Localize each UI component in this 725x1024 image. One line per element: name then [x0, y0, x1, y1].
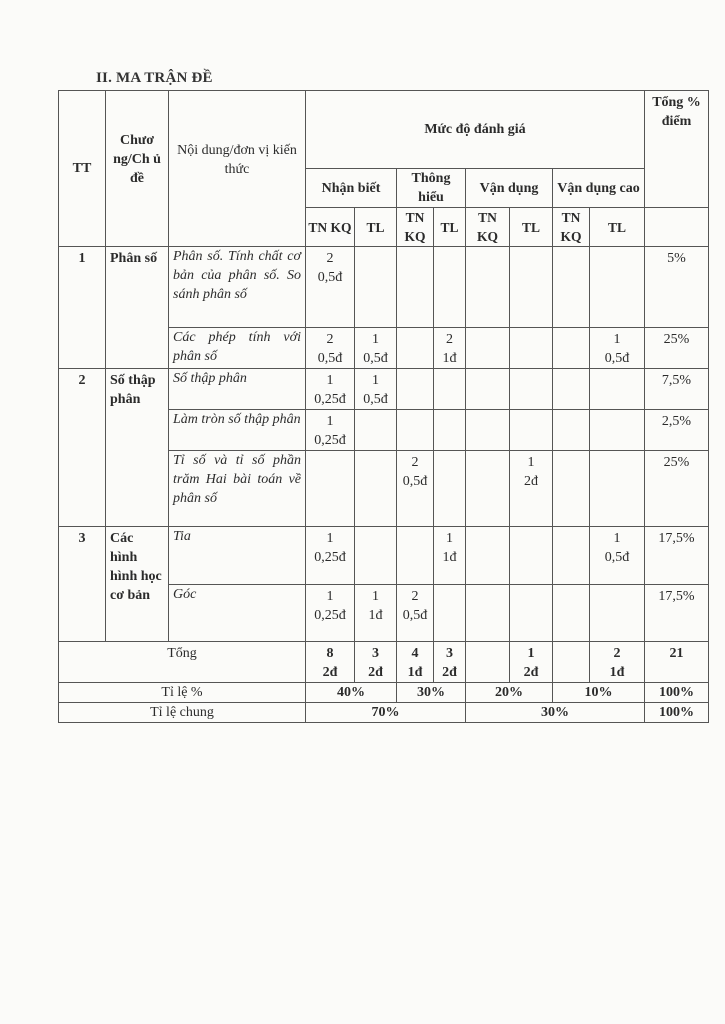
- question-count: 1: [326, 531, 334, 546]
- question-count: 1: [613, 531, 621, 546]
- matrix-cell: [397, 328, 434, 369]
- sub-tl: TL: [590, 208, 645, 247]
- score-value: 0,25đ: [314, 433, 346, 448]
- matrix-cell: [466, 369, 510, 410]
- matrix-cell: [553, 527, 590, 585]
- matrix-cell: [510, 247, 553, 328]
- score-value: 0,5đ: [604, 550, 630, 565]
- matrix-cell: [434, 585, 466, 642]
- header-noidung: Nội dung/đơn vị kiến thức: [169, 91, 306, 247]
- question-count: 4: [411, 646, 419, 661]
- question-count: 8: [326, 646, 334, 661]
- score-value: 0,5đ: [604, 351, 630, 366]
- row-content: Số thập phân: [169, 369, 306, 410]
- sub-tnkq: TN KQ: [397, 208, 434, 247]
- level-thong-hieu: Thông hiểu: [397, 169, 466, 208]
- score-value: 1đ: [368, 608, 383, 623]
- matrix-cell: [434, 328, 466, 369]
- question-count: 1: [613, 332, 621, 347]
- matrix-cell: [590, 527, 645, 585]
- matrix-cell: [306, 585, 355, 642]
- matrix-cell: [466, 247, 510, 328]
- matrix-cell: [397, 369, 434, 410]
- score-value: 0,25đ: [314, 550, 346, 565]
- sub-tnkq: TN KQ: [306, 208, 355, 247]
- matrix-cell: [397, 247, 434, 328]
- question-count: 3: [446, 646, 453, 661]
- row-total: 2,5%: [645, 410, 709, 451]
- matrix-cell: [466, 527, 510, 585]
- sub-tl: TL: [510, 208, 553, 247]
- matrix-cell: [355, 328, 397, 369]
- score-value: 0,5đ: [402, 474, 428, 489]
- matrix-cell: [434, 247, 466, 328]
- tile-row: [59, 683, 709, 703]
- matrix-cell: [397, 451, 434, 527]
- matrix-cell: [590, 369, 645, 410]
- row-content: Làm tròn số thập phân: [169, 410, 306, 451]
- header-muc-do: Mức độ đánh giá: [306, 91, 645, 169]
- question-count: 2: [411, 455, 419, 470]
- tile-total: 100%: [645, 683, 709, 703]
- header-tong: Tổng % điểm: [645, 91, 709, 208]
- score-value: 2đ: [523, 665, 539, 680]
- tong-cell: [590, 642, 645, 683]
- tile-value: 20%: [466, 683, 553, 703]
- tong-cell: [553, 642, 590, 683]
- question-count: 1: [527, 646, 535, 661]
- table-row: [59, 247, 709, 328]
- matrix-cell: [355, 585, 397, 642]
- tile-value: 10%: [553, 683, 645, 703]
- matrix-cell: [397, 410, 434, 451]
- score-value: 0,5đ: [363, 392, 388, 407]
- matrix-cell: [397, 527, 434, 585]
- row-total: 5%: [645, 247, 709, 328]
- row-topic: Số thập phân: [106, 369, 169, 527]
- matrix-cell: [434, 369, 466, 410]
- row-content: Góc: [169, 585, 306, 642]
- matrix-cell: [434, 451, 466, 527]
- matrix-cell: [306, 410, 355, 451]
- matrix-cell: [590, 585, 645, 642]
- question-count: 2: [613, 646, 621, 661]
- matrix-cell: [466, 410, 510, 451]
- tong-cell: [306, 642, 355, 683]
- score-value: 1đ: [442, 550, 457, 565]
- matrix-cell: [355, 451, 397, 527]
- score-value: 0,25đ: [314, 608, 346, 623]
- tong-cell: [434, 642, 466, 683]
- table-row: [59, 369, 709, 410]
- question-count: 3: [372, 646, 379, 661]
- score-value: 0,5đ: [363, 351, 388, 366]
- score-value: 0,5đ: [402, 608, 428, 623]
- score-value: 0,5đ: [317, 351, 343, 366]
- row-total: 25%: [645, 451, 709, 527]
- matrix-cell: [355, 247, 397, 328]
- level-van-dung: Vận dụng: [466, 169, 553, 208]
- tong-cell: [466, 642, 510, 683]
- question-count: 1: [372, 332, 379, 347]
- score-value: 2đ: [322, 665, 338, 680]
- question-count: 2: [446, 332, 453, 347]
- header-chuong: Chươ ng/Ch ủ đề: [106, 91, 169, 247]
- matrix-cell: [510, 410, 553, 451]
- matrix-cell: [306, 527, 355, 585]
- question-count: 1: [446, 531, 453, 546]
- tile-chung-value: 70%: [306, 703, 466, 723]
- score-value: 0,25đ: [314, 392, 346, 407]
- tong-total: 21: [645, 642, 709, 683]
- matrix-cell: [466, 451, 510, 527]
- matrix-cell: [306, 369, 355, 410]
- table-row: [59, 527, 709, 585]
- question-count: 2: [326, 251, 334, 266]
- score-value: 1đ: [609, 665, 625, 680]
- sub-tnkq: TN KQ: [466, 208, 510, 247]
- question-count: 1: [326, 589, 334, 604]
- matrix-cell: [553, 369, 590, 410]
- row-topic: Phân số: [106, 247, 169, 369]
- section-title: II. MA TRẬN ĐỀ: [96, 70, 213, 86]
- matrix-cell: [553, 247, 590, 328]
- tile-value: 40%: [306, 683, 397, 703]
- tong-cell: [355, 642, 397, 683]
- matrix-cell: [553, 451, 590, 527]
- tile-value: 30%: [397, 683, 466, 703]
- score-value: 1đ: [407, 665, 423, 680]
- matrix-cell: [355, 369, 397, 410]
- empty-cell: [645, 208, 709, 247]
- tile-chung-value: 30%: [466, 703, 645, 723]
- score-value: 1đ: [442, 351, 457, 366]
- score-value: 2đ: [524, 474, 538, 489]
- matrix-cell: [510, 451, 553, 527]
- row-content: Phân số. Tính chất cơ bản của phân số. So sánh phân số: [169, 247, 306, 328]
- row-tt: 1: [59, 247, 106, 369]
- score-value: 2đ: [442, 665, 457, 680]
- question-count: 1: [372, 589, 379, 604]
- score-value: 0,5đ: [317, 270, 343, 285]
- sub-tl: TL: [434, 208, 466, 247]
- tile-label: Tỉ lệ %: [59, 683, 306, 703]
- row-total: 7,5%: [645, 369, 709, 410]
- row-content: Các phép tính với phân số: [169, 328, 306, 369]
- tong-label: Tổng: [59, 642, 306, 683]
- sub-tnkq: TN KQ: [553, 208, 590, 247]
- question-count: 1: [326, 414, 334, 429]
- level-van-dung-cao: Vận dụng cao: [553, 169, 645, 208]
- question-count: 1: [372, 373, 379, 388]
- matrix-cell: [397, 585, 434, 642]
- tong-cell: [397, 642, 434, 683]
- matrix-cell: [590, 328, 645, 369]
- tong-cell: [510, 642, 553, 683]
- row-total: 17,5%: [645, 527, 709, 585]
- assessment-matrix-table: [58, 90, 709, 723]
- header-tt: TT: [59, 91, 106, 247]
- matrix-cell: [510, 369, 553, 410]
- matrix-cell: [553, 585, 590, 642]
- row-content: Tia: [169, 527, 306, 585]
- tile-chung-total: 100%: [645, 703, 709, 723]
- sub-tl: TL: [355, 208, 397, 247]
- question-count: 1: [527, 455, 535, 470]
- matrix-cell: [306, 247, 355, 328]
- matrix-cell: [590, 247, 645, 328]
- matrix-cell: [355, 527, 397, 585]
- question-count: 2: [411, 589, 419, 604]
- row-total: 25%: [645, 328, 709, 369]
- tile-chung-row: [59, 703, 709, 723]
- question-count: 2: [326, 332, 334, 347]
- level-nhan-biet: Nhận biết: [306, 169, 397, 208]
- score-value: 2đ: [368, 665, 383, 680]
- matrix-cell: [306, 328, 355, 369]
- matrix-cell: [434, 527, 466, 585]
- matrix-cell: [434, 410, 466, 451]
- matrix-cell: [355, 410, 397, 451]
- row-tt: 3: [59, 527, 106, 642]
- row-topic: Các hình hình học cơ bản: [106, 527, 169, 642]
- matrix-cell: [590, 410, 645, 451]
- matrix-cell: [590, 451, 645, 527]
- row-tt: 2: [59, 369, 106, 527]
- matrix-cell: [466, 328, 510, 369]
- matrix-cell: [510, 527, 553, 585]
- tong-row: [59, 642, 709, 683]
- row-total: 17,5%: [645, 585, 709, 642]
- matrix-cell: [553, 410, 590, 451]
- question-count: 1: [326, 373, 334, 388]
- tile-chung-label: Tỉ lệ chung: [59, 703, 306, 723]
- matrix-cell: [510, 328, 553, 369]
- matrix-cell: [553, 328, 590, 369]
- matrix-cell: [306, 451, 355, 527]
- row-content: Tỉ số và tỉ số phần trăm Hai bài toán về phân số: [169, 451, 306, 527]
- matrix-cell: [510, 585, 553, 642]
- matrix-cell: [466, 585, 510, 642]
